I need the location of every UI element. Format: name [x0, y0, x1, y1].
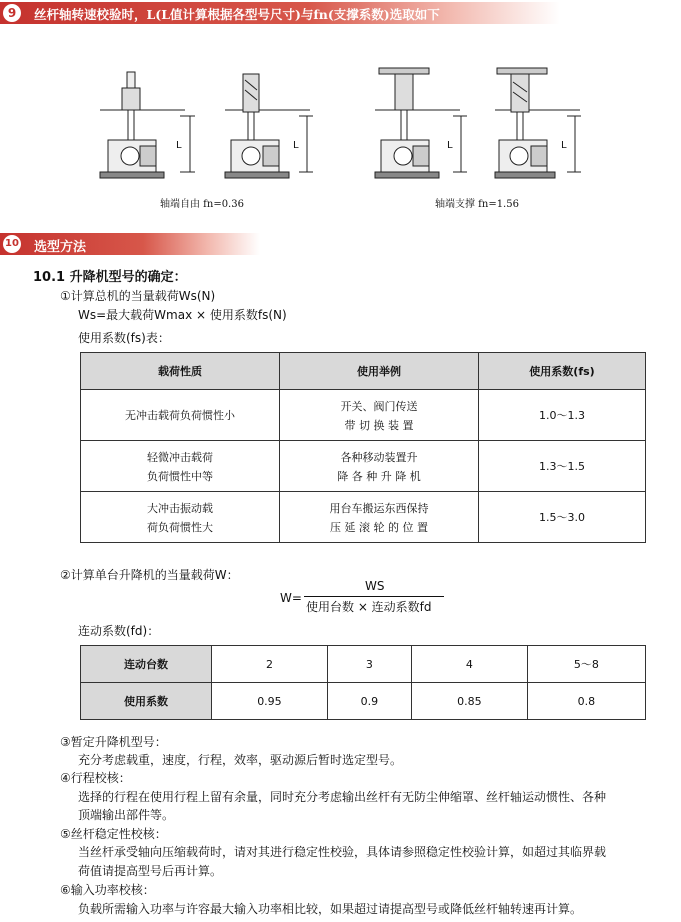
- section-10-title: 选型方法: [34, 240, 87, 255]
- fd-title: 连动系数(fd)：: [78, 624, 160, 638]
- step5-body-2: 荷值请提高型号后再计算。: [78, 864, 223, 878]
- fraction-bar: [304, 596, 444, 597]
- dim-label-1: L: [176, 140, 182, 151]
- fd-row2-label: 使用系数: [81, 683, 212, 720]
- section-10-number: 10: [3, 235, 21, 253]
- fs-row3-factor: 1.5～3.0: [479, 492, 646, 543]
- formula-numerator: WS: [365, 579, 385, 593]
- section-9-number: 9: [3, 4, 21, 22]
- w-formula: [280, 579, 480, 616]
- section-9-title: 丝杆轴转速校验时，L(L值计算根据各型号尺寸)与fn(支撑系数)选取如下: [34, 7, 440, 22]
- fs-row3-example: 用台车搬运东西保持 压 延 滚 轮 的 位 置: [280, 492, 479, 543]
- jack-figure-3: [375, 68, 467, 178]
- fd-row1-label: 连动台数: [81, 646, 212, 683]
- fd-factor-2: 0.9: [327, 683, 411, 720]
- fs-row1-example: 开关、阀门传送 带 切 换 装 置: [280, 390, 479, 441]
- step4-body-2: 顶端输出部件等。: [78, 808, 175, 822]
- fd-count-3: 3: [327, 646, 411, 683]
- step6-title: ⑥输入功率校核：: [60, 883, 155, 897]
- screw-jack-diagrams: [0, 60, 681, 250]
- fs-row2-factor: 1.3～1.5: [479, 441, 646, 492]
- fs-row2-nature: 轻微冲击载荷 负荷惯性中等: [81, 441, 280, 492]
- fs-header-example: 使用举例: [280, 353, 479, 390]
- fd-count-4: 4: [411, 646, 527, 683]
- caption-supported-end: 轴端支撑 fn=1.56: [435, 199, 519, 210]
- fd-factor-3: 0.85: [411, 683, 527, 720]
- fd-factor-1: 0.95: [212, 683, 328, 720]
- fs-table-title: 使用系数(fs)表：: [78, 331, 170, 345]
- step4-body-1: 选择的行程在使用行程上留有余量，同时充分考虑输出丝杆有无防尘伸缩罩、丝杆轴运动惯性、各种: [78, 790, 607, 804]
- fs-row3-nature: 大冲击振动载 荷负荷惯性大: [81, 492, 280, 543]
- fd-count-2: 2: [212, 646, 328, 683]
- step5-title: ⑤丝杆稳定性校核：: [60, 827, 167, 841]
- jack-figure-4: [495, 68, 581, 178]
- fs-row1-factor: 1.0～1.3: [479, 390, 646, 441]
- jack-figure-2: [225, 74, 313, 178]
- fs-table: [80, 352, 646, 543]
- step2-title: ②计算单台升降机的当量载荷W：: [60, 568, 239, 582]
- fs-header-nature: 载荷性质: [81, 353, 280, 390]
- step3-body: 充分考虑载重，速度，行程，效率，驱动源后暂时选定型号。: [78, 753, 403, 767]
- jack-figure-1: [100, 72, 195, 178]
- fd-count-5-8: 5～8: [527, 646, 645, 683]
- fd-factor-4: 0.8: [527, 683, 645, 720]
- caption-free-end: 轴端自由 fn=0.36: [160, 199, 244, 210]
- subsection-10-1-heading: 10.1 升降机型号的确定：: [33, 270, 187, 285]
- step1-title: ①计算总机的当量载荷Ws(N): [60, 289, 216, 303]
- fs-header-factor: 使用系数(fs): [479, 353, 646, 390]
- dim-label-2: L: [293, 140, 299, 151]
- fs-row2-example: 各种移动装置升 降 各 种 升 降 机: [280, 441, 479, 492]
- fd-table: [80, 645, 646, 720]
- step3-title: ③暂定升降机型号：: [60, 735, 167, 749]
- dim-label-4: L: [561, 140, 567, 151]
- step1-formula: Ws=最大载荷Wmax × 使用系数fs(N): [78, 308, 287, 322]
- step6-body: 负载所需输入功率与许容最大输入功率相比较，如果超过请提高型号或降低丝杆轴转速再计算。: [78, 902, 583, 916]
- formula-lhs: W=: [280, 591, 302, 605]
- step4-title: ④行程校核：: [60, 771, 131, 785]
- dim-label-3: L: [447, 140, 453, 151]
- step5-body-1: 当丝杆承受轴向压缩载荷时，请对其进行稳定性校验，具体请参照稳定性校验计算，如超过其临界载: [78, 845, 607, 859]
- fs-row1-nature: 无冲击载荷负荷惯性小: [81, 390, 280, 441]
- formula-denominator: 使用台数 × 连动系数fd: [306, 600, 432, 614]
